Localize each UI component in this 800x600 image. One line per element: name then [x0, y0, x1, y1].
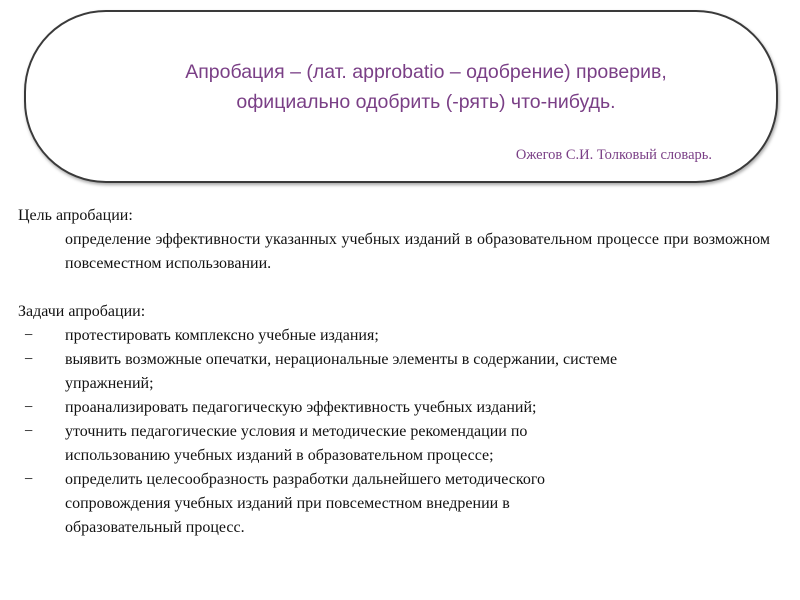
task-line: выявить возможные опечатки, нерациональные элементы в содержании, системе	[65, 351, 618, 368]
dash-bullet: −	[24, 399, 34, 416]
dash-bullet: −	[24, 471, 34, 488]
task-line: протестировать комплексно учебные издания;	[65, 327, 379, 344]
task-item	[18, 468, 770, 540]
task-line: образовательный процесс.	[65, 519, 245, 536]
dash-bullet: −	[24, 351, 34, 368]
task-line: упражнений;	[65, 375, 154, 392]
task-item	[18, 396, 770, 420]
definition-source: Ожегов С.И. Толковый словарь.	[515, 147, 712, 163]
task-line: уточнить педагогические условия и методические рекомендации по	[65, 423, 528, 440]
task-item	[18, 420, 770, 468]
dash-bullet: −	[24, 423, 34, 440]
main-content	[18, 204, 770, 540]
task-line: использованию учебных изданий в образовательном процессе;	[65, 447, 494, 464]
definition-box	[24, 10, 778, 183]
tasks-list	[18, 324, 770, 540]
definition-line-2: официально одобрить (-рять) что-нибудь.	[236, 91, 616, 113]
definition-text	[66, 57, 786, 117]
task-item	[18, 324, 770, 348]
tasks-heading: Задачи апробации:	[18, 303, 146, 320]
task-item	[18, 348, 770, 396]
task-line: сопровождения учебных изданий при повсеместном внедрении в	[65, 495, 510, 512]
dash-bullet: −	[24, 327, 34, 344]
task-line: проанализировать педагогическую эффективность учебных изданий;	[65, 399, 537, 416]
goal-heading: Цель апробации:	[18, 207, 133, 224]
goal-text: определение эффективности указанных учебных изданий в образовательном процессе при возможном повсеместном использовании.	[65, 231, 770, 272]
task-line: определить целесообразность разработки дальнейшего методического	[65, 471, 545, 488]
definition-line-1: Апробация – (лат. approbatio – одобрение) проверив,	[185, 61, 667, 83]
spacer	[18, 276, 770, 300]
